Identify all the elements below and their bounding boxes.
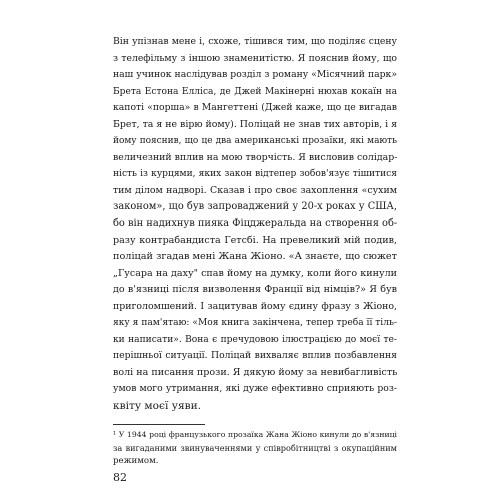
footnote-divider	[113, 424, 205, 425]
text-line: бо він надихнув пияка Фіцджеральда на створення об-	[113, 218, 397, 230]
text-line: умов мого утримання, які дуже ефективно сприяють роз-	[113, 383, 397, 395]
text-line: Він упізнав мене і, схоже, тішився тим, що поділяє сцену	[113, 36, 397, 47]
text-line: Брет, та я не вірю йому). Поліцай не знав тих авторів, і я	[113, 118, 397, 130]
footnote	[113, 429, 397, 467]
footnote-line: ¹ У 1944 році французького прозаїка Жана Жіоно кинули до в'язниці	[113, 430, 397, 439]
text-line: яку я пам'ятаю: «Моя книга закінчена, тепер треба її тіль-	[113, 318, 397, 329]
text-line: тим ділом надворі. Сказав і про своє захоплення «сухим	[113, 184, 397, 196]
text-line: Брета Естона Елліса, де Джей Макінерні нюхав кокаїн на	[113, 86, 397, 97]
text-line: до в'язниці після визволення Франції від німців?» Я був	[113, 284, 397, 296]
text-line: приголомшений. І зацитував йому єдину фразу з Жіоно,	[113, 300, 397, 312]
footnote-line: режимом.	[113, 455, 159, 466]
text-line: разу контрабандиста Гетсбі. На превеликий мій подив,	[113, 234, 397, 246]
text-line: законом», що був запроваджений у 20-х роках у США,	[113, 201, 397, 213]
page-number: 82	[113, 471, 127, 484]
text-line: поліцай згадав мені Жана Жіоно. «А знаєте, що сюжет	[113, 251, 397, 263]
text-line: йому пояснив, що це два американські прозаїки, які мають	[113, 136, 397, 147]
text-line: квіту моєї уяви.	[113, 400, 202, 413]
text-line: перішньої ситуації. Поліцай вихваляє вплив позбавлення	[113, 350, 397, 362]
text-line: „Гусара на даху" спав йому на думку, коли його кинули	[113, 267, 397, 279]
text-line: величезний вплив на мою творчість. Я висловив солідар-	[113, 151, 397, 163]
text-line: ність із курцями, яких закон відтепер зобов'язує тішитися	[113, 169, 397, 180]
text-line: ки написати». Вона є пречудовою ілюстрацією до моєї те-	[113, 334, 397, 345]
text-line: волі на писання прози. Я дякую йому за невибагливість	[113, 366, 397, 378]
text-line: капоті «порша» в Мангеттені (Джей каже, що це вигадав	[113, 102, 397, 114]
text-line: наш учинок наслідував розділ з роману «Місячний парк»	[113, 69, 397, 81]
text-line: з телефільму з іншою знаменитістю. Я пояснив йому, що	[113, 52, 397, 64]
footnote-line: за вигаданими звинуваченнями у співробітництві з окупаційним	[113, 442, 397, 453]
main-text	[113, 34, 397, 415]
